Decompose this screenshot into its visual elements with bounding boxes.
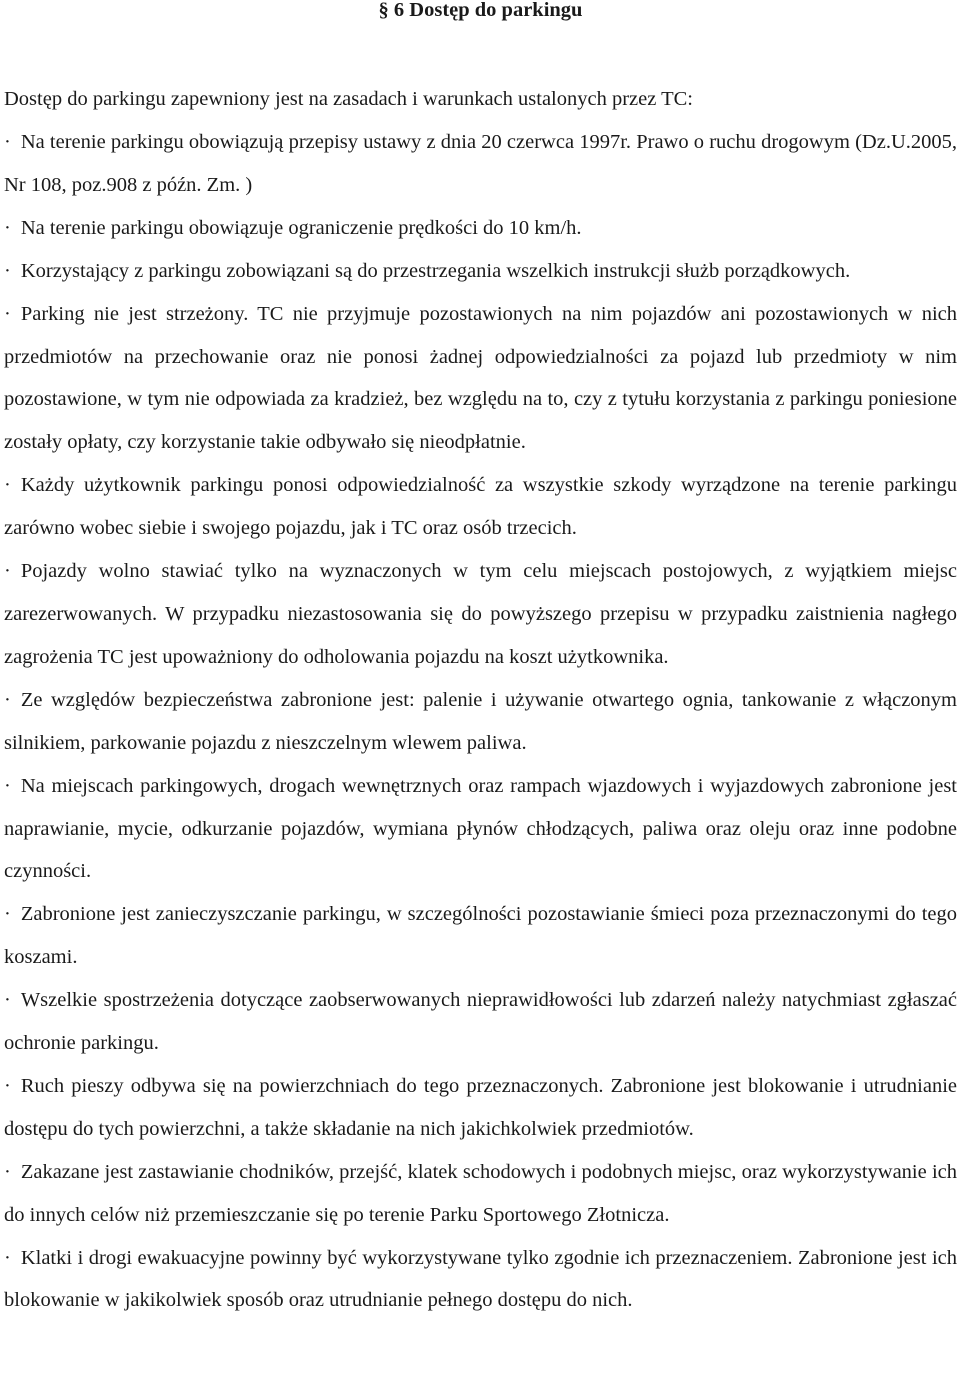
rule-text: Pojazdy wolno stawiać tylko na wyznaczonych w tym celu miejscach postojowych, z wyjątkiem miejsc zarezerwowanych. W przypadku niezastosowania się do powyższego przepisu w przypadku zaistnienia nagłego zagrożenia TC jest upoważniony do odholowania pojazdu na koszt użytkownika. — [4, 560, 957, 668]
bullet: · — [4, 131, 11, 153]
rule-item — [4, 893, 957, 979]
rule-text: Ze względów bezpieczeństwa zabronione jest: palenie i używanie otwartego ognia, tankowanie z włączonym silnikiem, parkowanie pojazdu z nieszczelnym wlewem paliwa. — [4, 688, 957, 754]
bullet: · — [4, 216, 11, 239]
rule-text: Parking nie jest strzeżony. TC nie przyjmuje pozostawionych na nim pojazdów ani pozostawionych w nich przedmiotów na przechowanie oraz nie ponosi żadnej odpowiedzialności za pojazd lub przedmioty w nim pozostawione, w tym nie odpowiada za kradzież, bez względu na to, czy z tytułu korzystania z parkingu poniesione zostały opłaty, czy korzystanie takie odbywało się nieodpłatnie. — [4, 302, 957, 454]
rule-item — [4, 121, 957, 207]
bullet: · — [4, 259, 11, 282]
document-page — [4, 0, 957, 1322]
rule-text: Na miejscach parkingowych, drogach wewnętrznych oraz rampach wjazdowych i wyjazdowych zabronione jest naprawianie, mycie, odkurzanie pojazdów, wymiana płynów chłodzących, paliwa oraz oleju oraz inne podobne czynności. — [4, 774, 957, 883]
rule-item — [4, 1237, 957, 1323]
rule-text: Klatki i drogi ewakuacyjne powinny być wykorzystywane tylko zgodnie ich przeznaczeniem. Zabronione jest ich blokowanie w jakikolwiek sposób oraz utrudnianie pełnego dostępu do nich. — [4, 1246, 957, 1312]
rule-item — [4, 550, 957, 679]
rule-text: Korzystający z parkingu zobowiązani są do przestrzegania wszelkich instrukcji służb porządkowych. — [20, 259, 851, 282]
rule-text: Zakazane jest zastawianie chodników, przejść, klatek schodowych i podobnych miejsc, oraz wykorzystywanie ich do innych celów niż przemieszczanie się po terenie Parku Sportowego Złotnicza. — [4, 1160, 957, 1226]
bullet: · — [4, 989, 11, 1012]
rule-item — [4, 464, 957, 550]
section-intro: Dostęp do parkingu zapewniony jest na zasadach i warunkach ustalonych przez TC: — [4, 88, 693, 110]
rule-item — [4, 979, 957, 1065]
bullet: · — [4, 1246, 11, 1269]
rule-text: Zabronione jest zanieczyszczanie parkingu, w szczególności pozostawianie śmieci poza przeznaczonymi do tego koszami. — [4, 903, 957, 969]
rule-item — [4, 1065, 957, 1151]
bullet: · — [4, 1160, 11, 1183]
rule-item — [4, 293, 957, 465]
bullet: · — [4, 1074, 11, 1097]
rule-item — [4, 250, 957, 293]
bullet: · — [4, 688, 11, 711]
rule-text: Wszelkie spostrzeżenia dotyczące zaobserwowanych nieprawidłowości lub zdarzeń należy natychmiast zgłaszać ochronie parkingu. — [4, 989, 957, 1055]
bullet: · — [4, 302, 11, 325]
rule-item — [4, 207, 957, 250]
bullet: · — [4, 474, 11, 497]
rule-text: Na terenie parkingu obowiązują przepisy ustawy z dnia 20 czerwca 1997r. Prawo o ruchu drogowym (Dz.U.2005, Nr 108, poz.908 z późn. Zm. ) — [4, 131, 957, 196]
section-heading: § 6 Dostęp do parkingu — [378, 0, 583, 21]
rules-list — [4, 121, 957, 1322]
rule-text: Ruch pieszy odbywa się na powierzchniach do tego przeznaczonych. Zabronione jest blokowanie i utrudnianie dostępu do tych powierzchni, a także składanie na nich jakichkolwiek przedmiotów. — [4, 1074, 957, 1140]
rule-text: Każdy użytkownik parkingu ponosi odpowiedzialność za wszystkie szkody wyrządzone na terenie parkingu zarówno wobec siebie i swojego pojazdu, jak i TC oraz osób trzecich. — [4, 474, 957, 540]
rule-text: Na terenie parkingu obowiązuje ograniczenie prędkości do 10 km/h. — [20, 216, 582, 239]
bullet: · — [4, 903, 11, 926]
rule-item — [4, 765, 957, 894]
rule-item — [4, 679, 957, 765]
bullet: · — [4, 560, 11, 583]
bullet: · — [4, 774, 11, 797]
rule-item — [4, 1151, 957, 1237]
